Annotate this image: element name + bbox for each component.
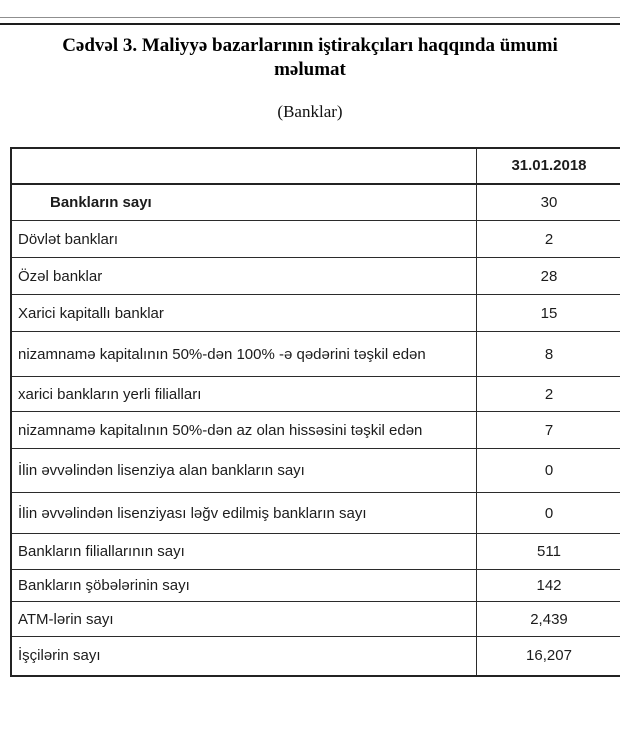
row-value: 16,207	[477, 637, 620, 676]
date-column-header: 31.01.2018	[477, 148, 620, 184]
table-row	[11, 637, 620, 676]
row-label: xarici bankların yerli filialları	[11, 377, 477, 412]
row-value: 2	[477, 221, 620, 258]
row-label: Bankların sayı	[11, 184, 477, 221]
banks-table	[10, 147, 620, 677]
row-value: 142	[477, 570, 620, 602]
table-row	[11, 412, 620, 449]
page-title: Cədvəl 3. Maliyyə bazarlarının iştirakçıları haqqında ümumi məlumat	[34, 34, 586, 83]
table-row	[11, 570, 620, 602]
table-row	[11, 258, 620, 295]
row-value: 30	[477, 184, 620, 221]
row-value: 28	[477, 258, 620, 295]
row-label: Bankların filiallarının sayı	[11, 534, 477, 570]
table-row	[11, 602, 620, 637]
row-label: Xarici kapitallı banklar	[11, 295, 477, 332]
table-row	[11, 295, 620, 332]
row-label: Dövlət bankları	[11, 221, 477, 258]
row-label: nizamnamə kapitalının 50%-dən az olan hissəsini təşkil edən	[11, 412, 477, 449]
table-body	[11, 184, 620, 676]
table-row	[11, 184, 620, 221]
row-value: 7	[477, 412, 620, 449]
empty-header-cell	[11, 148, 477, 184]
row-value: 2	[477, 377, 620, 412]
row-value: 2,439	[477, 602, 620, 637]
row-label: İlin əvvəlindən lisenziya alan bankların sayı	[11, 449, 477, 493]
row-label: nizamnamə kapitalının 50%-dən 100% -ə qədərini təşkil edən	[11, 332, 477, 377]
table-row	[11, 221, 620, 258]
row-value: 511	[477, 534, 620, 570]
row-label: Bankların şöbələrinin sayı	[11, 570, 477, 602]
row-value: 0	[477, 493, 620, 534]
row-value: 15	[477, 295, 620, 332]
row-label: Özəl banklar	[11, 258, 477, 295]
table-row	[11, 493, 620, 534]
row-label: ATM-lərin sayı	[11, 602, 477, 637]
document-page	[0, 17, 620, 741]
row-value: 8	[477, 332, 620, 377]
table-row	[11, 377, 620, 412]
top-rule	[0, 17, 620, 25]
table-row	[11, 332, 620, 377]
table-row	[11, 534, 620, 570]
page-subtitle: (Banklar)	[0, 102, 620, 122]
row-value: 0	[477, 449, 620, 493]
table-header-row	[11, 148, 620, 184]
row-label: İşçilərin sayı	[11, 637, 477, 676]
table-row	[11, 449, 620, 493]
row-label: İlin əvvəlindən lisenziyası ləğv edilmiş bankların sayı	[11, 493, 477, 534]
